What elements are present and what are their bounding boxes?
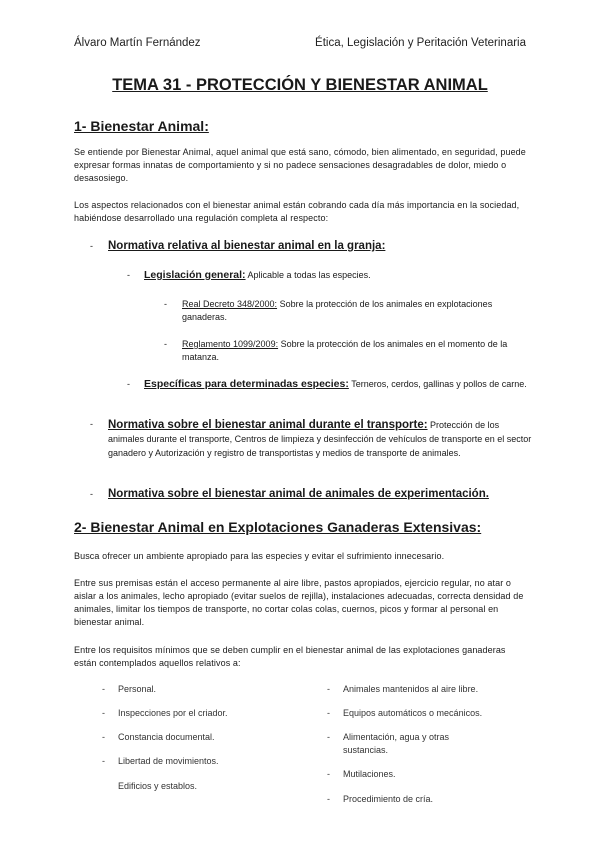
transporte-title: Normativa sobre el bienestar animal durante el transporte: [108, 419, 428, 431]
list-item-label: Edificios y establos. [118, 781, 198, 791]
list-item-label: Animales mantenidos al aire libre. [343, 684, 479, 694]
list-item-label: Inspecciones por el criador. [118, 708, 228, 718]
bullet-dash: - [127, 379, 130, 389]
bullet-dash: - [164, 299, 167, 309]
bullet-dash: - [90, 489, 93, 499]
bullet-dash: - [327, 732, 330, 742]
section1-heading: 1- Bienestar Animal: [74, 118, 209, 134]
especificas-text: Terneros, cerdos, gallinas y pollos de carne. [348, 379, 527, 389]
section1-para2: Los aspectos relacionados con el bienestar animal están cobrando cada día más importancia en la sociedad, habiéndose desarrollado una regulación completa al respecto: [74, 200, 520, 223]
legislacion-general-title: Legislación general: [144, 269, 246, 281]
list-item-label: Mutilaciones. [343, 769, 396, 779]
header-subject: Ética, Legislación y Peritación Veterinaria [315, 37, 526, 49]
bullet-dash: - [327, 684, 330, 694]
section2-para1: Busca ofrecer un ambiente apropiado para las especies y evitar el sufrimiento innecesario. [74, 551, 445, 561]
bullet-dash: - [102, 756, 105, 766]
section2-heading: 2- Bienestar Animal en Explotaciones Ganaderas Extensivas: [74, 519, 482, 535]
list-item-label: Alimentación, agua y otras sustancias. [343, 732, 450, 755]
bullet-dash: - [164, 339, 167, 349]
section2-para3: Entre los requisitos mínimos que se deben cumplir en el bienestar animal de las explotaciones ganaderas están contemplados aquellos relativos a: [74, 645, 506, 668]
experimentacion-title: Normativa sobre el bienestar animal de animales de experimentación. [108, 488, 489, 500]
header-author: Álvaro Martín Fernández [74, 37, 201, 49]
section1-para1: Se entiende por Bienestar Animal, aquel animal que está sano, cómodo, bien alimentado, en seguridad, puede expresar formas innatas de comportamiento y si no padece sensaciones desagradables de dolor, miedo o desasosiego. [74, 147, 526, 183]
bullet-dash: - [102, 684, 105, 694]
real-decreto-title: Real Decreto 348/2000: [182, 299, 278, 309]
bullet-dash: - [102, 732, 105, 742]
legislacion-general-text: Aplicable a todas las especies. [245, 270, 371, 280]
real-decreto-text: Sobre la protección de los animales en explotaciones ganaderas. [182, 299, 493, 322]
bullet-dash: - [327, 794, 330, 804]
reglamento-text: Sobre la protección de los animales en el momento de la matanza. [182, 339, 508, 362]
bullet-dash: - [327, 769, 330, 779]
list-item-label: Procedimiento de cría. [343, 794, 434, 804]
list-item-label: Constancia documental. [118, 732, 215, 742]
bullet-dash: - [102, 708, 105, 718]
reglamento-title: Reglamento 1099/2009: [182, 339, 279, 349]
list-item-label: Equipos automáticos o mecánicos. [343, 708, 483, 718]
section2-para2: Entre sus premisas están el acceso permanente al aire libre, pastos apropiados, ejercicio regular, no atar o aislar a los animales, lecho apropiado (evitar suelos de rejilla), instalaciones adecuadas, correcta densidad de animales, limitar los tiempos de transporte, no cortar colas colas, cuernos, picos y formar al personal en bienestar animal. [74, 578, 524, 627]
bullet-granja-title: Normativa relativa al bienestar animal en la granja: [108, 240, 386, 252]
bullet-dash: - [90, 419, 93, 429]
list-item-label: Personal. [118, 684, 157, 694]
list-item-label: Libertad de movimientos. [118, 756, 219, 766]
bullet-dash: - [127, 270, 130, 280]
transporte-text: Protección de los animales durante el transporte, Centros de limpieza y desinfección de vehículos de transporte en el sector ganadero y Autorización y registro de transportistas y medios de transporte de animales. [108, 420, 532, 458]
page-title: TEMA 31 - PROTECCIÓN Y BIENESTAR ANIMAL [112, 76, 488, 94]
bullet-dash: - [90, 241, 93, 251]
especificas-title: Específicas para determinadas especies: [144, 378, 349, 390]
bullet-dash: - [327, 708, 330, 718]
